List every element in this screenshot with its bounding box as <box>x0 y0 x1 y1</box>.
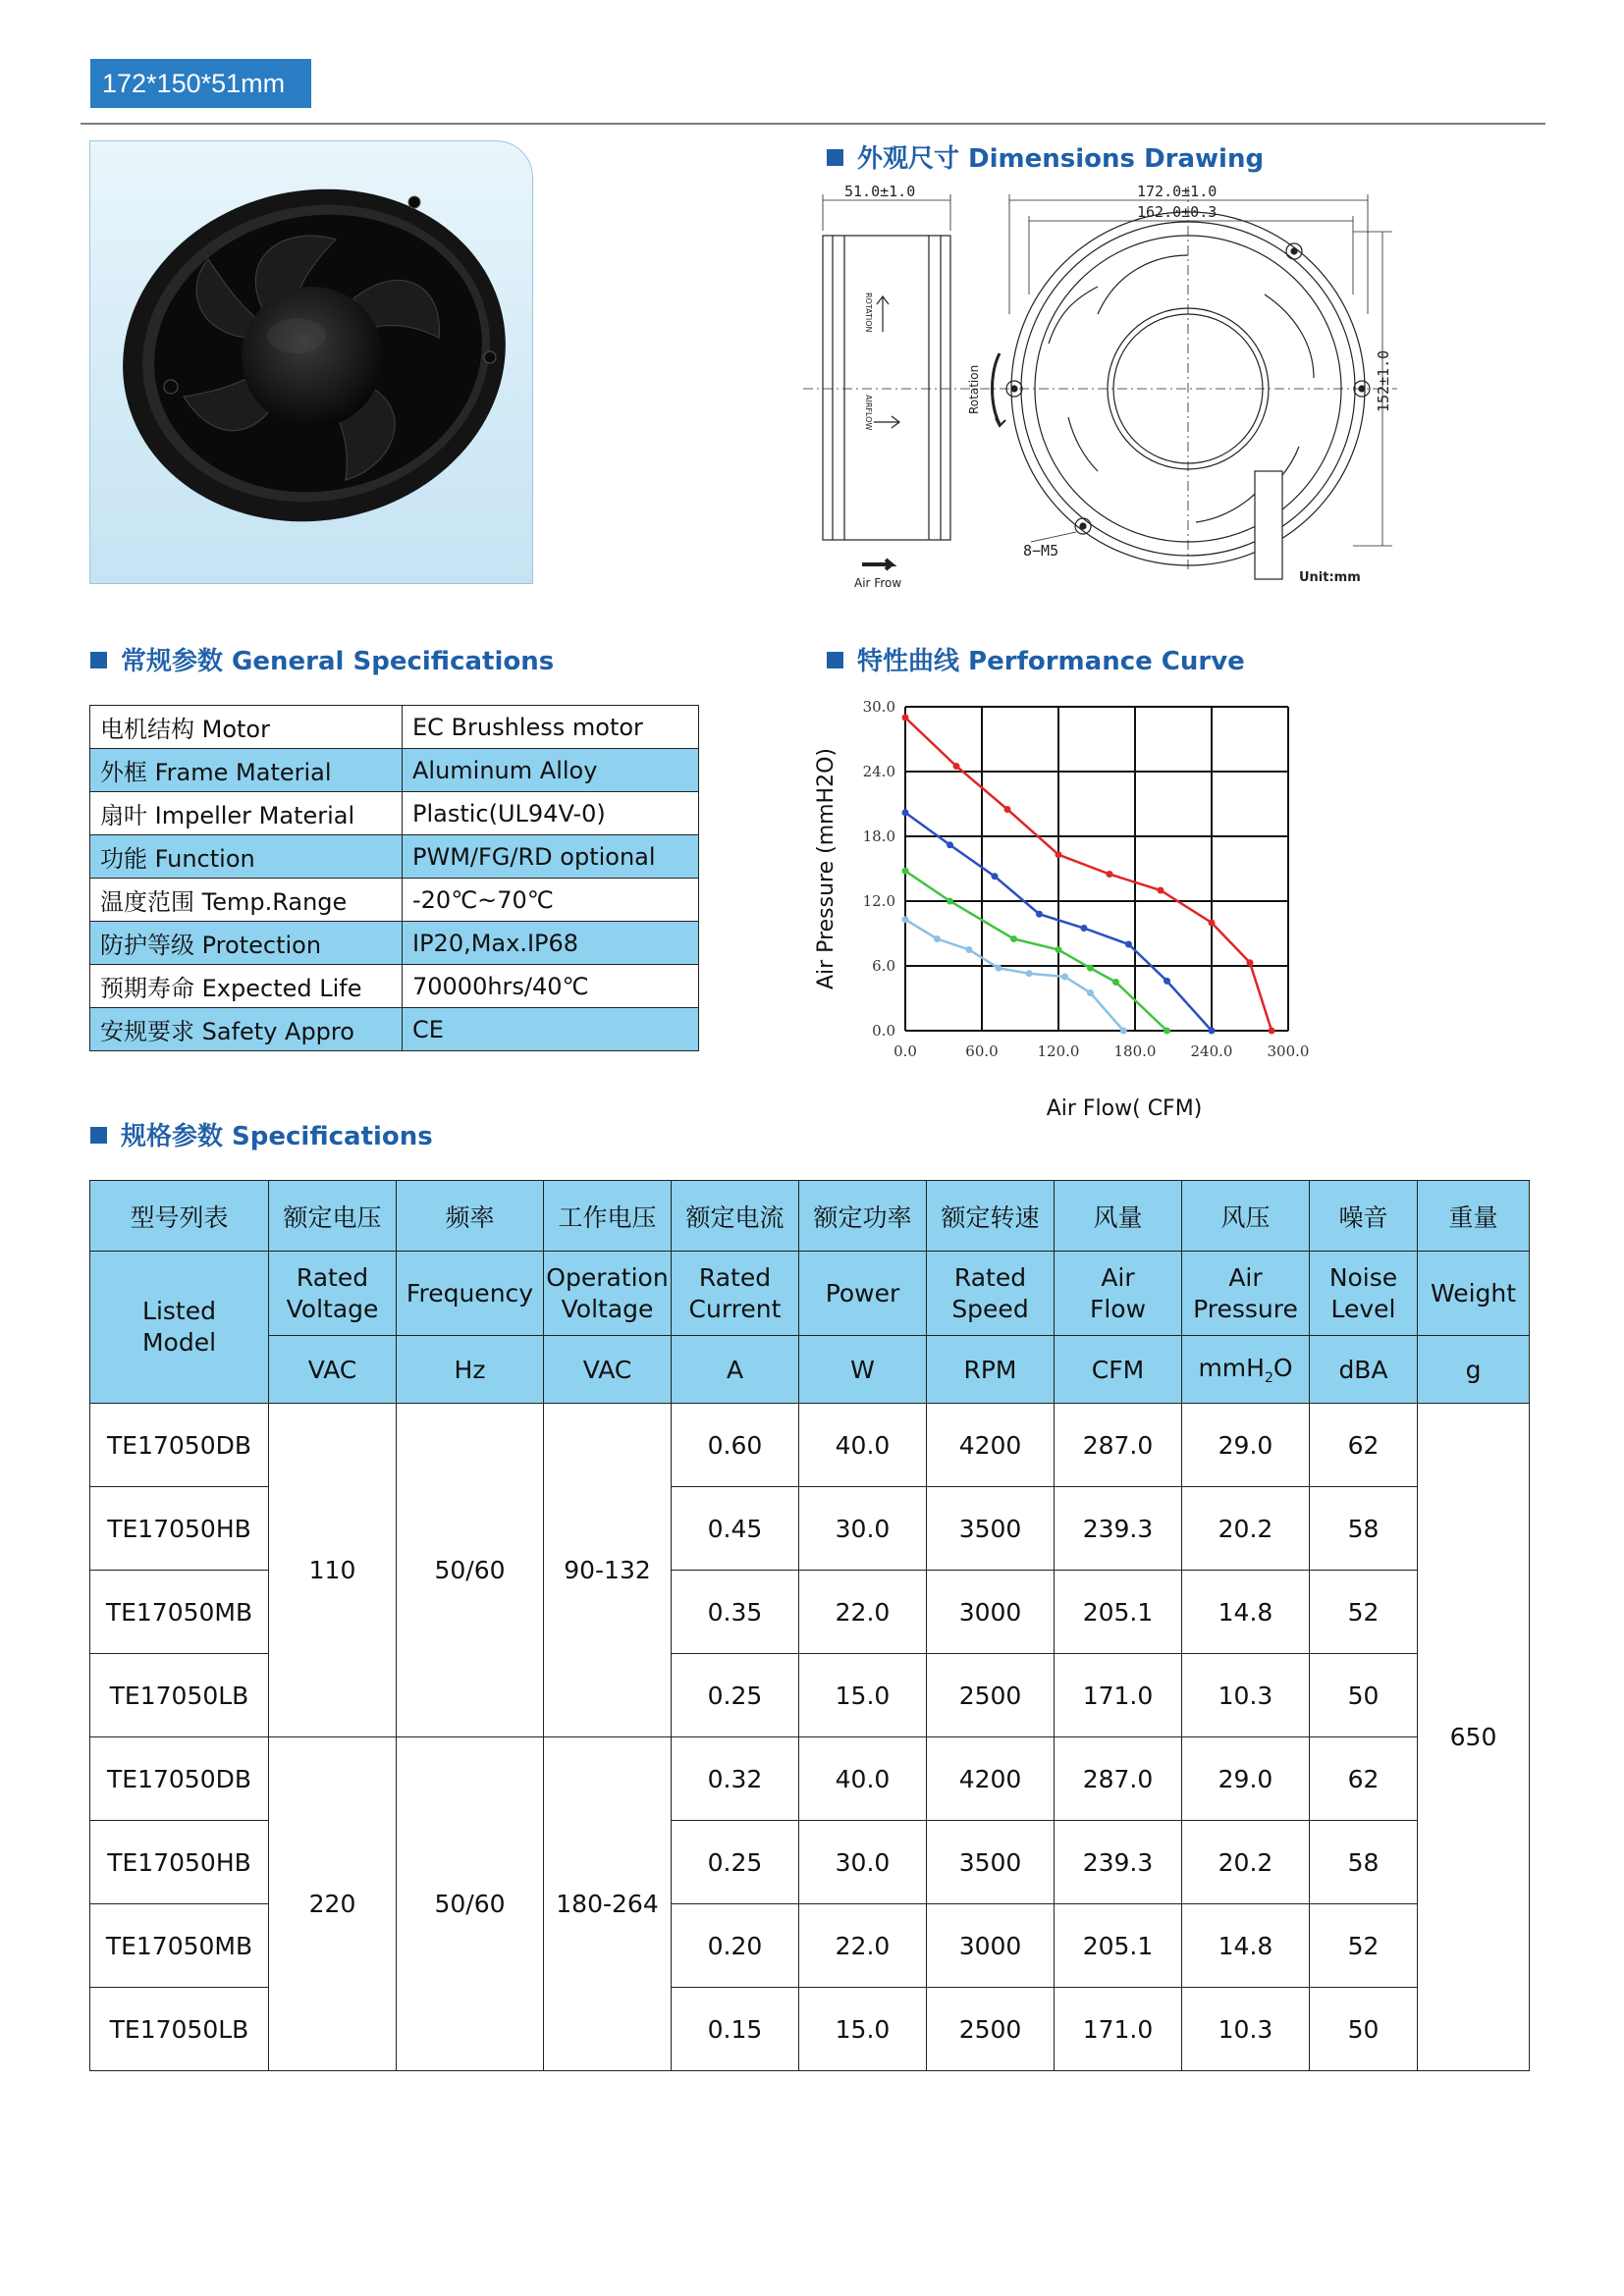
general-spec-row <box>90 792 699 835</box>
model-name: TE17050MB <box>90 1571 269 1654</box>
side-airflow-label: AIRFLOW <box>864 395 873 431</box>
spec-label: 温度范围 Temp.Range <box>90 879 403 922</box>
chart-point <box>902 715 909 721</box>
rated-voltage: 220 <box>269 1737 397 2071</box>
current-value: 0.20 <box>672 1904 799 1988</box>
speed-value: 4200 <box>927 1737 1055 1821</box>
chart-point <box>947 898 953 905</box>
header-rated-speed: Rated Speed <box>927 1252 1055 1336</box>
unit-voltage: VAC <box>269 1336 397 1404</box>
speed-value: 3000 <box>927 1571 1055 1654</box>
chart-x-tick: 0.0 <box>893 1042 917 1060</box>
power-value: 15.0 <box>799 1988 927 2071</box>
airflow-value: 205.1 <box>1055 1571 1182 1654</box>
performance-chart <box>805 687 1414 1129</box>
current-value: 0.60 <box>672 1404 799 1487</box>
unit-frequency: Hz <box>397 1336 544 1404</box>
chart-point <box>992 873 999 880</box>
airflow-value: 239.3 <box>1055 1487 1182 1571</box>
rotation-label: Rotation <box>967 364 981 414</box>
model-name: TE17050DB <box>90 1737 269 1821</box>
noise-value: 58 <box>1310 1821 1418 1904</box>
spec-label: 外框 Frame Material <box>90 749 403 792</box>
current-value: 0.25 <box>672 1821 799 1904</box>
chart-point <box>1120 1028 1127 1035</box>
speed-value: 4200 <box>927 1404 1055 1487</box>
header-cn: 工作电压 <box>544 1181 672 1252</box>
header-cn: 型号列表 <box>90 1181 269 1252</box>
chart-point <box>1056 946 1062 953</box>
airflow-value: 287.0 <box>1055 1737 1182 1821</box>
model-name: TE17050LB <box>90 1988 269 2071</box>
spec-value: IP20,Max.IP68 <box>403 922 699 965</box>
general-spec-row <box>90 749 699 792</box>
noise-value: 52 <box>1310 1904 1418 1988</box>
header-cn: 风压 <box>1182 1181 1310 1252</box>
chart-point <box>1125 941 1132 948</box>
side-rotation-label: ROTATION <box>864 293 873 333</box>
speed-value: 3500 <box>927 1821 1055 1904</box>
model-name: TE17050MB <box>90 1904 269 1988</box>
header-power: Power <box>799 1252 927 1336</box>
chart-point <box>1087 989 1094 996</box>
chart-x-tick: 60.0 <box>965 1042 999 1060</box>
pressure-value: 10.3 <box>1182 1654 1310 1737</box>
frequency: 50/60 <box>397 1737 544 2071</box>
header-cn: 重量 <box>1418 1181 1530 1252</box>
chart-point <box>966 946 973 953</box>
pressure-value: 14.8 <box>1182 1571 1310 1654</box>
unit-speed: RPM <box>927 1336 1055 1404</box>
screw-label: 8−M5 <box>1023 542 1059 560</box>
chart-point <box>1107 871 1113 878</box>
general-spec-row <box>90 922 699 965</box>
model-name: TE17050LB <box>90 1654 269 1737</box>
chart-x-tick: 300.0 <box>1267 1042 1310 1060</box>
current-value: 0.45 <box>672 1487 799 1571</box>
unit-power: W <box>799 1336 927 1404</box>
pressure-value: 14.8 <box>1182 1904 1310 1988</box>
airflow-value: 287.0 <box>1055 1404 1182 1487</box>
current-value: 0.35 <box>672 1571 799 1654</box>
chart-x-axis-label: Air Flow( CFM) <box>1046 1096 1203 1121</box>
product-photo-panel <box>89 140 533 584</box>
power-value: 22.0 <box>799 1571 927 1654</box>
noise-value: 50 <box>1310 1654 1418 1737</box>
pressure-value: 29.0 <box>1182 1404 1310 1487</box>
chart-point <box>1056 851 1062 858</box>
noise-value: 52 <box>1310 1571 1418 1654</box>
header-noise-level: Noise Level <box>1310 1252 1418 1336</box>
general-specs-title: 常规参数 General Specifications <box>90 641 554 677</box>
chart-point <box>1026 970 1033 977</box>
chart-point <box>1036 911 1043 918</box>
header-weight: Weight <box>1418 1252 1530 1336</box>
spec-label: 安规要求 Safety Appro <box>90 1008 403 1051</box>
general-spec-row <box>90 1008 699 1051</box>
chart-y-tick: 6.0 <box>872 957 895 975</box>
top-divider <box>81 123 1545 125</box>
chart-y-tick: 18.0 <box>862 828 895 845</box>
speed-value: 3000 <box>927 1904 1055 1988</box>
current-value: 0.25 <box>672 1654 799 1737</box>
chart-y-tick: 0.0 <box>872 1022 895 1040</box>
power-value: 30.0 <box>799 1487 927 1571</box>
chart-point <box>995 965 1001 972</box>
current-value: 0.32 <box>672 1737 799 1821</box>
chart-y-tick: 30.0 <box>862 698 895 716</box>
pressure-value: 29.0 <box>1182 1737 1310 1821</box>
speed-value: 2500 <box>927 1988 1055 2071</box>
unit-noise: dBA <box>1310 1336 1418 1404</box>
header-cn: 噪音 <box>1310 1181 1418 1252</box>
size-badge: 172*150*51mm <box>90 59 311 108</box>
unit-weight: g <box>1418 1336 1530 1404</box>
chart-point <box>1004 806 1011 813</box>
header-cn: 额定电流 <box>672 1181 799 1252</box>
chart-point <box>1061 974 1068 981</box>
specifications-title: 规格参数 Specifications <box>90 1116 433 1152</box>
operation-voltage: 90-132 <box>544 1404 672 1737</box>
spec-value: EC Brushless motor <box>403 706 699 749</box>
header-cn: 频率 <box>397 1181 544 1252</box>
chart-point <box>1158 887 1164 894</box>
header-frequency: Frequency <box>397 1252 544 1336</box>
fan-photo <box>90 141 532 583</box>
operation-voltage: 180-264 <box>544 1737 672 2071</box>
weight-value: 650 <box>1418 1404 1530 2071</box>
chart-point <box>902 868 909 875</box>
rated-voltage: 110 <box>269 1404 397 1737</box>
noise-value: 62 <box>1310 1737 1418 1821</box>
speed-value: 3500 <box>927 1487 1055 1571</box>
pressure-value: 20.2 <box>1182 1487 1310 1571</box>
inner-width-dimension: 162.0±0.3 <box>1137 203 1218 221</box>
header-rated-current: Rated Current <box>672 1252 799 1336</box>
unit-operation: VAC <box>544 1336 672 1404</box>
spec-label: 防护等级 Protection <box>90 922 403 965</box>
spec-label: 功能 Function <box>90 835 403 879</box>
chart-point <box>934 935 941 942</box>
noise-value: 62 <box>1310 1404 1418 1487</box>
general-spec-row <box>90 835 699 879</box>
chart-point <box>1081 925 1088 932</box>
chart-point <box>1087 965 1094 972</box>
spec-value: 70000hrs/40℃ <box>403 965 699 1008</box>
chart-x-tick: 120.0 <box>1037 1042 1080 1060</box>
general-spec-row <box>90 879 699 922</box>
unit-current: A <box>672 1336 799 1404</box>
power-value: 40.0 <box>799 1404 927 1487</box>
chart-x-tick: 180.0 <box>1113 1042 1157 1060</box>
general-spec-row <box>90 965 699 1008</box>
chart-y-axis-label: Air Pressure (mmH2O) <box>814 747 839 990</box>
header-air-flow: Air Flow <box>1055 1252 1182 1336</box>
chart-point <box>1112 979 1119 986</box>
chart-point <box>1247 959 1254 966</box>
unit-airflow: CFM <box>1055 1336 1182 1404</box>
speed-value: 2500 <box>927 1654 1055 1737</box>
pressure-value: 20.2 <box>1182 1821 1310 1904</box>
outer-width-dimension: 172.0±1.0 <box>1137 183 1218 200</box>
depth-dimension: 51.0±1.0 <box>844 183 916 200</box>
model-name: TE17050HB <box>90 1487 269 1571</box>
spec-value: PWM/FG/RD optional <box>403 835 699 879</box>
header-rated-voltage: Rated Voltage <box>269 1252 397 1336</box>
header-cn: 风量 <box>1055 1181 1182 1252</box>
chart-point <box>902 809 909 816</box>
power-value: 15.0 <box>799 1654 927 1737</box>
chart-point <box>902 916 909 923</box>
dimensions-drawing <box>803 177 1402 599</box>
spec-label: 扇叶 Impeller Material <box>90 792 403 835</box>
model-row <box>90 1737 1530 1821</box>
header-cn: 额定转速 <box>927 1181 1055 1252</box>
header-cn: 额定功率 <box>799 1181 927 1252</box>
airflow-value: 171.0 <box>1055 1988 1182 2071</box>
chart-point <box>1010 935 1017 942</box>
chart-point <box>1269 1028 1275 1035</box>
header-model: Listed Model <box>90 1252 269 1404</box>
spec-value: -20℃~70℃ <box>403 879 699 922</box>
specifications-table <box>89 1180 1530 2071</box>
model-name: TE17050DB <box>90 1404 269 1487</box>
unit-pressure: mmH$_2$O <box>1182 1336 1310 1404</box>
power-value: 30.0 <box>799 1821 927 1904</box>
unit-label: Unit:mm <box>1299 570 1361 585</box>
pressure-value: 10.3 <box>1182 1988 1310 2071</box>
chart-y-tick: 12.0 <box>862 892 895 910</box>
chart-point <box>1209 920 1216 927</box>
noise-value: 58 <box>1310 1487 1418 1571</box>
header-operation-voltage: Operation Voltage <box>544 1252 672 1336</box>
noise-value: 50 <box>1310 1988 1418 2071</box>
chart-point <box>1164 978 1170 985</box>
airflow-value: 205.1 <box>1055 1904 1182 1988</box>
chart-point <box>1164 1028 1170 1035</box>
chart-point <box>947 841 953 848</box>
spec-value: Plastic(UL94V-0) <box>403 792 699 835</box>
spec-value: Aluminum Alloy <box>403 749 699 792</box>
chart-series-line <box>905 871 1167 1031</box>
dimensions-title: 外观尺寸 Dimensions Drawing <box>827 138 1264 175</box>
chart-x-tick: 240.0 <box>1190 1042 1233 1060</box>
spec-label: 电机结构 Motor <box>90 706 403 749</box>
chart-y-tick: 24.0 <box>862 763 895 780</box>
airflow-value: 239.3 <box>1055 1821 1182 1904</box>
airflow-label: Air Frow <box>854 576 902 590</box>
header-cn: 额定电压 <box>269 1181 397 1252</box>
current-value: 0.15 <box>672 1988 799 2071</box>
model-row <box>90 1404 1530 1487</box>
spec-value: CE <box>403 1008 699 1051</box>
spec-label: 预期寿命 Expected Life <box>90 965 403 1008</box>
height-dimension: 152±1.0 <box>1375 349 1392 412</box>
chart-series-line <box>905 718 1272 1031</box>
chart-point <box>1209 1028 1216 1035</box>
performance-title: 特性曲线 Performance Curve <box>827 641 1245 677</box>
frequency: 50/60 <box>397 1404 544 1737</box>
general-specs-table <box>89 705 699 1051</box>
model-name: TE17050HB <box>90 1821 269 1904</box>
airflow-value: 171.0 <box>1055 1654 1182 1737</box>
general-spec-row <box>90 706 699 749</box>
chart-point <box>953 763 960 770</box>
header-air-pressure: Air Pressure <box>1182 1252 1310 1336</box>
power-value: 40.0 <box>799 1737 927 1821</box>
power-value: 22.0 <box>799 1904 927 1988</box>
